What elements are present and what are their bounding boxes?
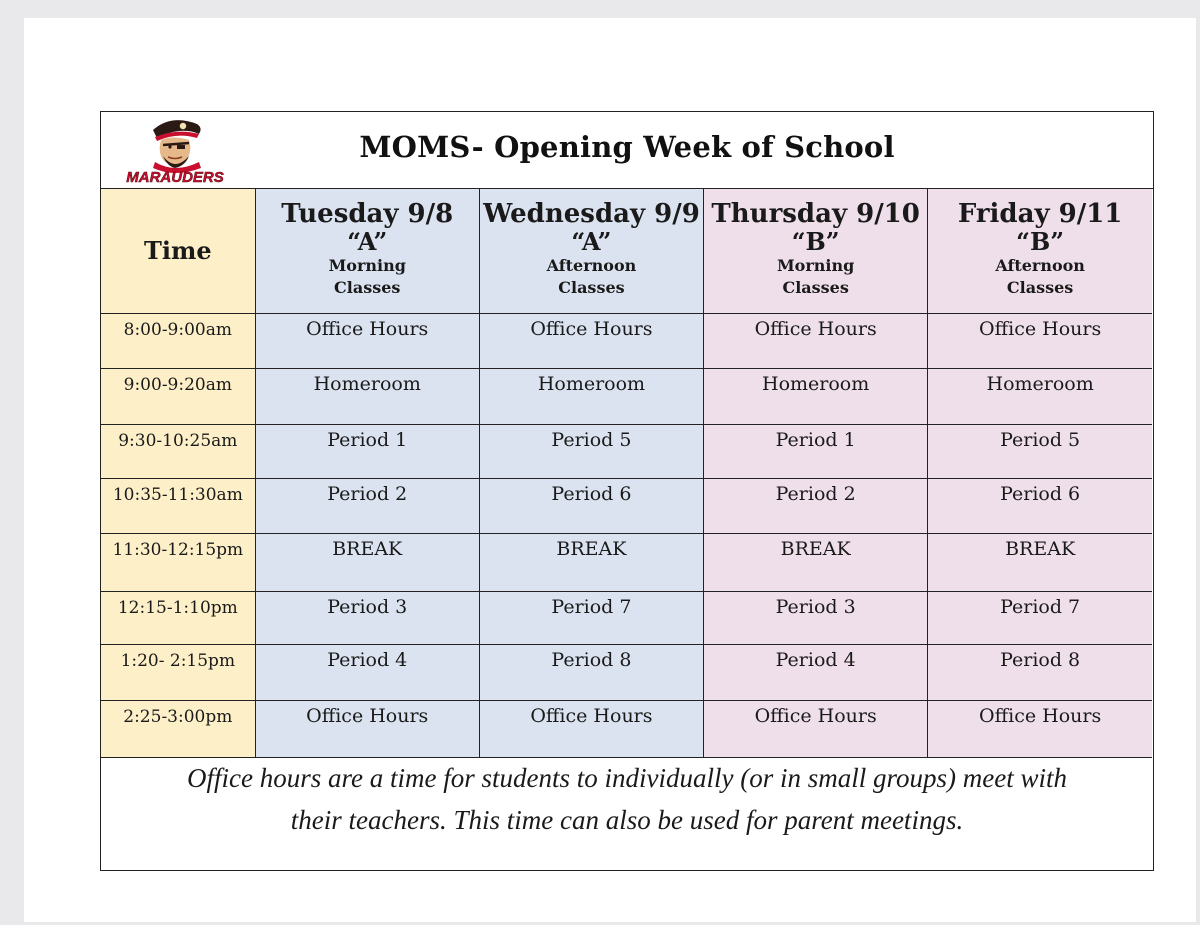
slot-cell: Office Hours bbox=[928, 313, 1152, 368]
day-letter: “A” bbox=[347, 227, 388, 256]
slot-cell: Period 1 bbox=[704, 424, 928, 478]
day-header bbox=[704, 189, 928, 313]
table-row bbox=[101, 368, 1152, 424]
slot-cell: Office Hours bbox=[479, 700, 703, 757]
day-header bbox=[255, 189, 479, 313]
day-session: Classes bbox=[1006, 278, 1074, 297]
schedule-sheet bbox=[100, 111, 1154, 871]
note-line: Office hours are a time for students to individually (or in small groups) meet with bbox=[187, 763, 1067, 793]
document-page bbox=[24, 18, 1196, 922]
table-row bbox=[101, 700, 1152, 757]
table-row bbox=[101, 591, 1152, 644]
day-name: Friday 9/11 bbox=[957, 199, 1123, 229]
slot-cell: Office Hours bbox=[255, 700, 479, 757]
slot-cell: BREAK bbox=[928, 533, 1152, 591]
slot-cell: Homeroom bbox=[928, 368, 1152, 424]
day-session: Afternoon bbox=[995, 256, 1085, 275]
day-header bbox=[479, 189, 703, 313]
logo-text: MARAUDERS bbox=[126, 169, 224, 186]
slot-cell: Period 2 bbox=[255, 478, 479, 533]
time-cell: 9:00-9:20am bbox=[101, 368, 255, 424]
schedule-table bbox=[101, 189, 1152, 758]
slot-cell: Period 4 bbox=[704, 644, 928, 700]
day-name: Thursday 9/10 bbox=[711, 199, 920, 229]
slot-cell: Period 7 bbox=[928, 591, 1152, 644]
slot-cell: Period 3 bbox=[704, 591, 928, 644]
day-session: Classes bbox=[558, 278, 625, 297]
day-letter: “B” bbox=[791, 227, 840, 256]
header-row bbox=[101, 189, 1152, 313]
slot-cell: Office Hours bbox=[255, 313, 479, 368]
slot-cell: Period 5 bbox=[928, 424, 1152, 478]
time-cell: 9:30-10:25am bbox=[101, 424, 255, 478]
title-row bbox=[101, 112, 1153, 189]
slot-cell: BREAK bbox=[479, 533, 703, 591]
time-cell: 1:20- 2:15pm bbox=[101, 644, 255, 700]
slot-cell: Homeroom bbox=[255, 368, 479, 424]
day-letter: “B” bbox=[1016, 227, 1065, 256]
page-title: MOMS- Opening Week of School bbox=[359, 130, 895, 164]
table-row bbox=[101, 478, 1152, 533]
slot-cell: Period 8 bbox=[928, 644, 1152, 700]
slot-cell: Period 6 bbox=[928, 478, 1152, 533]
slot-cell: Period 8 bbox=[479, 644, 703, 700]
slot-cell: Period 6 bbox=[479, 478, 703, 533]
time-cell: 2:25-3:00pm bbox=[101, 700, 255, 757]
slot-cell: Period 4 bbox=[255, 644, 479, 700]
day-name: Tuesday 9/8 bbox=[281, 199, 454, 229]
day-name: Wednesday 9/9 bbox=[483, 199, 700, 229]
time-cell: 11:30-12:15pm bbox=[101, 533, 255, 591]
table-row bbox=[101, 533, 1152, 591]
slot-cell: Office Hours bbox=[479, 313, 703, 368]
slot-cell: Period 5 bbox=[479, 424, 703, 478]
slot-cell: Period 1 bbox=[255, 424, 479, 478]
day-session: Afternoon bbox=[546, 256, 637, 275]
table-row bbox=[101, 644, 1152, 700]
slot-cell: BREAK bbox=[255, 533, 479, 591]
time-cell: 10:35-11:30am bbox=[101, 478, 255, 533]
slot-cell: BREAK bbox=[704, 533, 928, 591]
day-session: Morning bbox=[328, 256, 406, 275]
table-row bbox=[101, 313, 1152, 368]
slot-cell: Office Hours bbox=[704, 700, 928, 757]
slot-cell: Period 2 bbox=[704, 478, 928, 533]
day-session: Classes bbox=[782, 278, 849, 297]
slot-cell: Office Hours bbox=[704, 313, 928, 368]
office-hours-note bbox=[101, 757, 1153, 841]
time-cell: 12:15-1:10pm bbox=[101, 591, 255, 644]
day-header bbox=[928, 189, 1152, 313]
slot-cell: Homeroom bbox=[704, 368, 928, 424]
note-line: their teachers. This time can also be used for parent meetings. bbox=[290, 805, 964, 835]
slot-cell: Period 7 bbox=[479, 591, 703, 644]
time-cell: 8:00-9:00am bbox=[101, 313, 255, 368]
day-letter: “A” bbox=[571, 227, 612, 256]
slot-cell: Office Hours bbox=[928, 700, 1152, 757]
slot-cell: Homeroom bbox=[479, 368, 703, 424]
time-column-header: Time bbox=[101, 189, 255, 313]
day-session: Classes bbox=[334, 278, 401, 297]
slot-cell: Period 3 bbox=[255, 591, 479, 644]
day-session: Morning bbox=[776, 256, 855, 275]
table-row bbox=[101, 424, 1152, 478]
